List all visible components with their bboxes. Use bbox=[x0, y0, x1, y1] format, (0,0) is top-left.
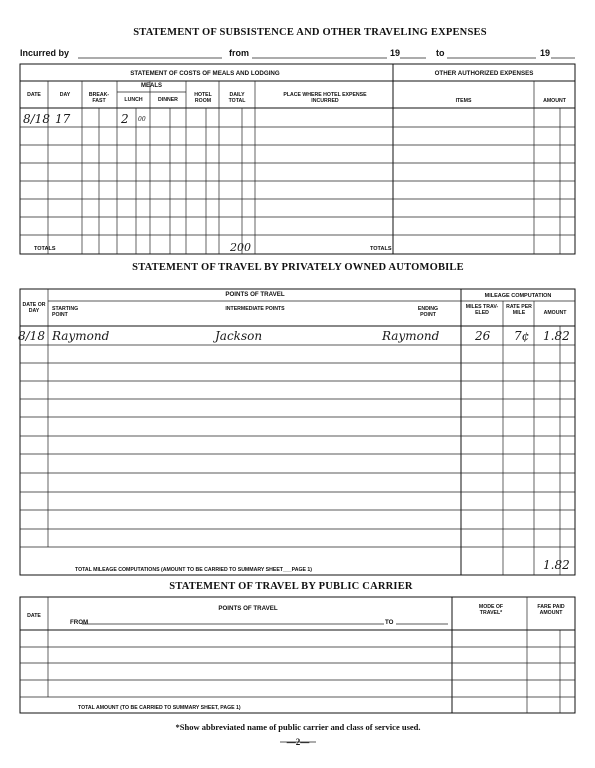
public-carrier-title: STATEMENT OF TRAVEL BY PUBLIC CARRIER bbox=[169, 581, 413, 592]
col-intermediate-points: INTERMEDIATE POINTS bbox=[225, 306, 285, 312]
totals-label: TOTALS bbox=[34, 246, 56, 252]
col-breakfast: BREAK-FAST bbox=[88, 92, 110, 104]
other-expenses-header: OTHER AUTHORIZED EXPENSES bbox=[434, 70, 534, 77]
private-auto-title: STATEMENT OF TRAVEL BY PRIVATELY OWNED AUTOMOBILE bbox=[132, 262, 464, 273]
total-mileage-value: 1.82 bbox=[543, 558, 570, 572]
col-starting-point: STARTING POINT bbox=[52, 306, 79, 318]
col-date-or-day: DATE OR DAY bbox=[22, 302, 46, 314]
totals-label-right: TOTALS bbox=[370, 246, 392, 252]
auto-entry-intermediate: Jackson bbox=[215, 329, 263, 343]
daily-total-value: 200 bbox=[230, 241, 251, 254]
col-items: ITEMS bbox=[455, 98, 472, 104]
from-label: from bbox=[229, 48, 249, 58]
mileage-computation-header: MILEAGE COMPUTATION bbox=[484, 293, 552, 299]
incurred-by-label: Incurred by bbox=[20, 48, 70, 58]
page-number: —2— bbox=[286, 737, 310, 747]
col-date: DATE bbox=[27, 92, 41, 98]
meal-entry-date: 8/18 bbox=[23, 112, 50, 126]
col-miles-traveled: MILES TRAV-ELED bbox=[465, 304, 499, 316]
meals-group-header: MEALS bbox=[141, 83, 162, 89]
meals-lodging-header: STATEMENT OF COSTS OF MEALS AND LODGING bbox=[130, 70, 280, 77]
auto-entry-miles: 26 bbox=[475, 329, 491, 343]
to-label: to bbox=[436, 48, 445, 58]
col-rate-per-mile: RATE PER MILE bbox=[506, 304, 532, 316]
col-ending-point: ENDING POINT bbox=[417, 306, 439, 318]
subsistence-title: STATEMENT OF SUBSISTENCE AND OTHER TRAVELING EXPENSES bbox=[133, 27, 487, 38]
auto-entry-amount: 1.82 bbox=[543, 329, 570, 343]
points-of-travel-header: POINTS OF TRAVEL bbox=[225, 291, 285, 298]
carrier-to-label: TO bbox=[385, 619, 394, 626]
carrier-points-header: POINTS OF TRAVEL bbox=[218, 605, 278, 612]
auto-entry-date: 8/18 bbox=[18, 329, 45, 343]
auto-entry-rate: 7¢ bbox=[514, 329, 530, 343]
col-mileage-amount: AMOUNT bbox=[543, 310, 567, 316]
col-amount: AMOUNT bbox=[543, 98, 566, 104]
col-lunch: LUNCH bbox=[124, 97, 143, 103]
col-dinner: DINNER bbox=[158, 97, 178, 103]
footnote: *Show abbreviated name of public carrier and class of service used. bbox=[175, 722, 421, 732]
col-hotel-room: HOTEL ROOM bbox=[194, 92, 212, 104]
total-mileage-label: TOTAL MILEAGE COMPUTATIONS (AMOUNT TO BE CARRIED TO SUMMARY SHEET___PAGE 1) bbox=[75, 567, 313, 573]
col-carrier-date: DATE bbox=[27, 613, 41, 619]
col-daily-total: DAILY TOTAL bbox=[228, 92, 246, 104]
meal-entry-lunch: 2 bbox=[121, 112, 129, 126]
col-fare-paid: FARE PAID AMOUNT bbox=[537, 604, 565, 616]
carrier-from-label: FROM bbox=[70, 619, 89, 626]
auto-entry-starting: Raymond bbox=[52, 329, 110, 343]
meal-entry-day: 17 bbox=[55, 112, 71, 126]
col-mode-of-travel: MODE OF TRAVEL* bbox=[478, 604, 504, 616]
auto-entry-ending: Raymond bbox=[382, 329, 440, 343]
year-label-2: 19 bbox=[540, 48, 551, 58]
meal-entry-lunch-cents: 00 bbox=[138, 116, 146, 123]
col-place: PLACE WHERE HOTEL EXPENSE INCURRED bbox=[283, 92, 367, 104]
col-day: DAY bbox=[59, 92, 71, 98]
year-label-1: 19 bbox=[390, 48, 401, 58]
carrier-total-label: TOTAL AMOUNT (TO BE CARRIED TO SUMMARY SHEET, PAGE 1) bbox=[78, 705, 241, 711]
